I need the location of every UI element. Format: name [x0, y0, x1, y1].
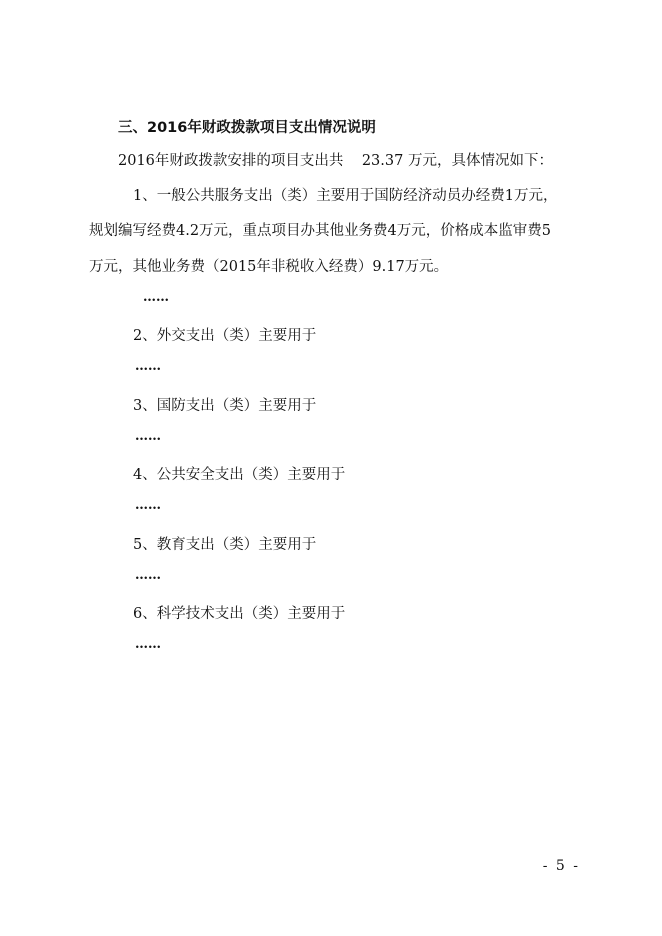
item-3-text: 3、国防支出（类）主要用于	[133, 398, 317, 414]
page-number: - 5 -	[542, 858, 580, 874]
item-4-ellipsis: ……	[135, 498, 161, 513]
item-5-ellipsis: ……	[135, 568, 161, 583]
item-3-ellipsis: ……	[135, 429, 161, 444]
intro-paragraph: 2016年财政拨款安排的项目支出共 23.37 万元，具体情况如下：	[118, 153, 553, 169]
item-6-ellipsis: ……	[135, 637, 161, 652]
item-1-line-2: 规划编写经费4.2万元，重点项目办其他业务费4万元，价格成本监审费5	[89, 223, 552, 239]
section-heading: 三、2016年财政拨款项目支出情况说明	[118, 120, 376, 136]
item-4-text: 4、公共安全支出（类）主要用于	[133, 467, 346, 483]
item-1-ellipsis: ……	[143, 290, 169, 305]
item-2-ellipsis: ……	[135, 359, 161, 374]
item-2-text: 2、外交支出（类）主要用于	[133, 328, 317, 344]
item-1-line-1: 1、一般公共服务支出（类）主要用于国防经济动员办经费1万元，	[133, 188, 558, 204]
item-6-text: 6、科学技术支出（类）主要用于	[133, 606, 346, 622]
item-5-text: 5、教育支出（类）主要用于	[133, 537, 317, 553]
item-1-line-3: 万元，其他业务费（2015年非税收入经费）9.17万元。	[89, 259, 449, 275]
